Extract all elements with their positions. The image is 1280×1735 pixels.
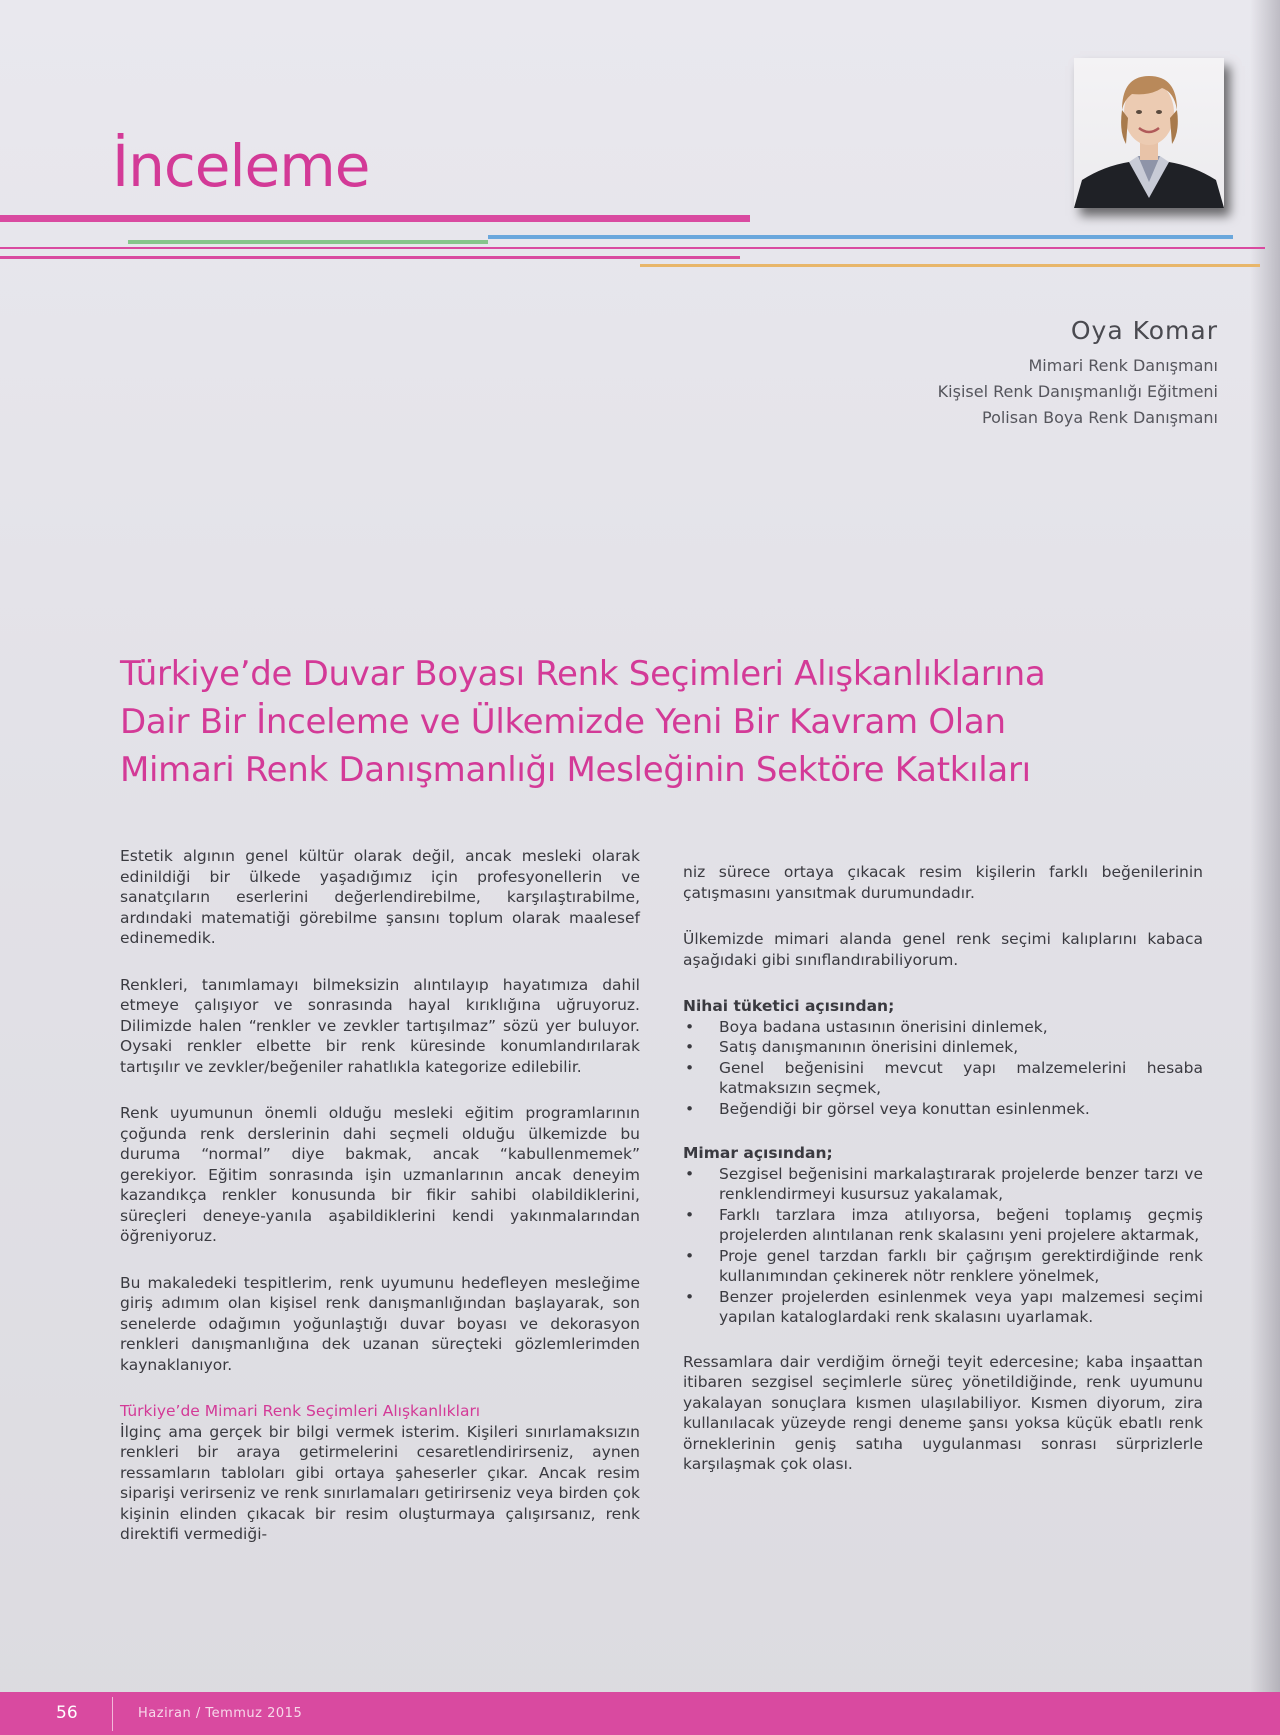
left-column	[120, 846, 640, 1545]
header-stripe-blue	[488, 235, 1233, 239]
author-role-3: Polisan Boya Renk Danışmanı	[981, 408, 1218, 427]
author-role-1: Mimari Renk Danışmanı	[1028, 356, 1218, 375]
header-stripe-green	[128, 240, 488, 244]
list-item: • Beğendiği bir görsel veya konuttan esinlenmek.	[683, 1099, 1203, 1120]
body-paragraph: Renkleri, tanımlamayı bilmeksizin alıntılayıp hayatımıza dahil etmeye çalışıyor ve sonrasında hayal kırıklığına uğruyoruz. Dilimizde halen “renkler ve zevkler tartışılmaz” sözü yer buluyor. Oysaki renkler elbette bir renk küresinde konumlandırılarak tartışılır ve zevkler/beğeniler rahatlıkla kategorize edilebilir.	[120, 975, 640, 1076]
author-name: Oya Komar	[1070, 316, 1218, 345]
headline-line-1: Türkiye’de Duvar Boyası Renk Seçimleri Alışkanlıklarına	[120, 654, 1046, 694]
architect-heading: Mimar açısından;	[683, 1144, 833, 1162]
list-item: • Genel beğenisini mevcut yapı malzemelerini hesaba katmaksızın seçmek,	[683, 1058, 1203, 1099]
list-item: • Proje genel tarzdan farklı bir çağrışım gerektirdiğinde renk kullanımından çekinerek nötr renklere yönelmek,	[683, 1246, 1203, 1287]
section-subheading: Türkiye’de Mimari Renk Seçimleri Alışkanlıkları	[120, 1402, 481, 1420]
header-stripe-orange	[640, 264, 1260, 267]
headline-line-3: Mimari Renk Danışmanlığı Mesleğinin Sektöre Katkıları	[120, 750, 1031, 790]
architect-list	[683, 1164, 1203, 1328]
author-role-2: Kişisel Renk Danışmanlığı Eğitmeni	[937, 382, 1218, 401]
consumer-heading: Nihai tüketici açısından;	[683, 997, 895, 1015]
issue-date: Haziran / Temmuz 2015	[138, 1706, 303, 1721]
list-item: • Benzer projelerden esinlenmek veya yapı malzemesi seçimi yapılan kataloglardaki renk skalasını uyarlamak.	[683, 1287, 1203, 1328]
page-edge-shadow	[1250, 0, 1280, 1735]
body-paragraph: İlginç ama gerçek bir bilgi vermek isterim. Kişileri sınırlamaksızın renkleri bir araya getirmelerini cesaretlendirirseniz, aynen ressamların tabloları gibi ortaya şaheserler çıkar. Ancak resim siparişi verirseniz ve renk sınırlamaları getirirseniz veya birden çok kişinin elinden çıkacak bir resim oluşturmaya çalışırsanız, renk direktifi vermediği-	[120, 1422, 640, 1543]
header-stripe-pink	[0, 215, 750, 222]
list-item: • Boya badana ustasının önerisini dinlemek,	[683, 1017, 1203, 1038]
header-stripe-thin-pink	[0, 247, 1265, 249]
article-headline	[120, 650, 1170, 794]
body-paragraph: Ülkemizde mimari alanda genel renk seçimi kalıplarını kabaca aşağıdaki gibi sınıflandırabiliyorum.	[683, 930, 1203, 969]
list-item: • Satış danışmanının önerisini dinlemek,	[683, 1037, 1203, 1058]
list-item: • Sezgisel beğenisini markalaştırarak projelerde benzer tarzı ve renklendirmeyi kusursuz yakalamak,	[683, 1164, 1203, 1205]
list-item: • Farklı tarzlara imza atılıyorsa, beğeni toplamış geçmiş projelerden alıntılanan renk skalasını yeni projelere aktarmak,	[683, 1205, 1203, 1246]
page-number: 56	[56, 1703, 78, 1723]
author-byline	[938, 316, 1218, 431]
consumer-list	[683, 1017, 1203, 1120]
footer-divider	[112, 1697, 113, 1731]
body-paragraph: Ressamlara dair verdiğim örneği teyit edercesine; kaba inşaattan itibaren sezgisel seçimlerle süreç yönetildiğinde, renk uyumunu yakalayan sonuçlara kısmen ulaşılabiliyor. Kısmen diyorum, zira kullanılacak yüzeyde rengi deneme şansı yoksa küçük ebatlı renk örneklerinin geniş satıha uygulanması sonrası sürprizlerle karşılaşmak çok olası.	[683, 1352, 1203, 1473]
body-paragraph: niz sürece ortaya çıkacak resim kişilerin farklı beğenilerinin çatışmasını yansıtmak durumundadır.	[683, 863, 1203, 902]
body-paragraph: Estetik algının genel kültür olarak değil, ancak mesleki olarak edinildiği bir ülkede yaşadığımız için profesyonellerin ve sanatçıların eserlerini değerlendirebilme, karşılaştırabilme, ardındaki matematiği görebilme şansını toplum olarak maalesef edinemedik.	[120, 847, 640, 947]
right-column	[683, 862, 1203, 1501]
header-stripe-pink-lower	[0, 256, 740, 259]
section-title: İnceleme	[112, 132, 370, 200]
body-paragraph: Renk uyumunun önemli olduğu mesleki eğitim programlarının çoğunda renk derslerinin dahi seçmeli olduğu ülkemizde bu duruma “normal” diye bakmak, ancak “kabullenmemek” gerekiyor. Eğitim sonrasında işin uzmanlarının ancak deneyim kazandıkça renkler konusunda bir fikir sahibi olabildiklerini, süreçleri deneye-yanıla aşabildiklerini kendi yakınmalarından öğreniyoruz.	[120, 1104, 640, 1245]
body-paragraph: Bu makaledeki tespitlerim, renk uyumunu hedefleyen mesleğime giriş adımım olan kişisel renk danışmanlığından başlayarak, son senelerde odağımın yoğunlaştığı duvar boyası ve dekorasyon renkleri danışmanlığına dek uzanan süreçteki gözlemlerimden kaynaklanıyor.	[120, 1273, 640, 1374]
headline-line-2: Dair Bir İnceleme ve Ülkemizde Yeni Bir Kavram Olan	[120, 702, 1006, 742]
author-portrait-icon	[1074, 58, 1224, 208]
